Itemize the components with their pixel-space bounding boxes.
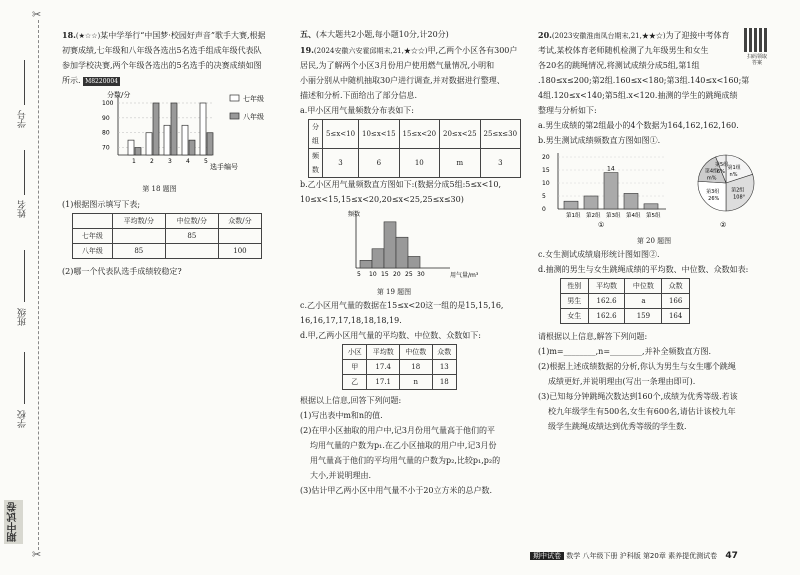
footer-grade: 八年级下册 <box>582 552 618 560</box>
table-cell: 七年级 <box>73 229 113 244</box>
table-cell: a <box>625 294 662 309</box>
table-cell: 159 <box>625 309 662 324</box>
q19-b-1: b.乙小区用气量频数直方图如下:(数据分成5组:5≤x<10, <box>300 180 501 189</box>
q20-s2b: 成绩更好,并说明理由(写出一条理由即可). <box>548 377 696 386</box>
q20-s1: (1)m=________,n=________,并补全频数直方图. <box>538 347 712 356</box>
q20-s3a: (3)已知每分钟跳绳次数达到160个,成绩为优秀等级.若该 <box>538 392 738 401</box>
q19-c-2: 16,16,17,17,18,18,18,19. <box>300 316 402 325</box>
bar <box>207 133 213 155</box>
q19-text-3: 小丽分别从中随机抽取30户进行调查,并对数据进行整理、 <box>300 76 505 85</box>
table-row <box>343 360 457 375</box>
x-tick-label: 第5组 <box>646 213 661 219</box>
x-tick-label: 2 <box>150 158 154 165</box>
q20-figures <box>538 149 770 229</box>
x-tick-label: 第1组 <box>566 213 581 219</box>
footer-badge: 期中试卷 <box>530 552 564 560</box>
table-row <box>343 375 457 390</box>
table-header: 性别 <box>561 279 589 294</box>
qr-note: 扫码领取 答案 <box>746 54 767 66</box>
bar <box>644 204 658 209</box>
q19-a: a.甲小区用气量频数分布表如下: <box>300 106 415 115</box>
pie-label: 第2组 <box>731 187 745 194</box>
q19-freq-table <box>308 119 521 178</box>
q20-ask: 请根据以上信息,解答下列问题: <box>538 332 648 341</box>
q19-s2b: 均用气量的户数为p₁.在乙小区抽取的用户中,记3月份 <box>310 441 497 450</box>
x-tick-label: 3 <box>168 158 172 165</box>
q19-b-2: 10≤x<15,15≤x<20,20≤x<25,25≤x≤30) <box>300 195 464 204</box>
table-row <box>73 244 262 259</box>
pie-value: m% <box>706 175 717 182</box>
legend-swatch-grade8 <box>230 113 239 119</box>
q19-s3: (3)估计甲乙两小区中用气量不小于20立方米的总户数. <box>300 486 493 495</box>
y-tick-label: 100 <box>102 100 114 107</box>
q19-s2d: 大小,并说明理由. <box>310 471 372 480</box>
table-header <box>73 214 113 229</box>
y-tick-label: 10 <box>542 180 550 187</box>
q20-caption: 第 20 题图 <box>636 237 672 245</box>
bar <box>564 201 578 209</box>
legend-grade8: 八年级 <box>243 113 264 121</box>
bar <box>164 125 170 155</box>
bar <box>128 140 134 155</box>
q20-text-5: 4组.120≤x<140;第5组.x<120.抽测的学生的跳绳成绩 <box>538 91 738 100</box>
x-tick-label: 25 <box>405 271 413 278</box>
table-cell: 3 <box>323 149 359 178</box>
bar <box>604 173 618 209</box>
exam-logo: 期中试卷 <box>4 500 23 544</box>
table-header: 众数 <box>432 345 456 360</box>
footer-edition: 沪科版 <box>619 552 641 560</box>
table-header: 平均数 <box>367 345 400 360</box>
table-cell: 85 <box>112 244 165 259</box>
table-header-row <box>343 345 457 360</box>
table-header-row <box>73 214 262 229</box>
student-id-label: 学号 <box>18 110 28 128</box>
q19-s2c: 用气量高于他们的平均用气量的户数为p₂,比较p₁,p₂的 <box>310 456 501 465</box>
q20-text-1: 为了迎接中考体育 <box>665 31 730 40</box>
name-line <box>24 150 25 195</box>
table-cell: n <box>399 375 432 390</box>
q19-text-1: 甲,乙两个小区各有300户 <box>427 46 518 55</box>
table-header-row <box>561 279 690 294</box>
pie-label: 第1组 <box>727 164 741 171</box>
q20-text-2: 考试,某校体育老师随机检测了九年级男生和女生 <box>538 46 709 55</box>
table-cell: 6 <box>359 149 400 178</box>
q18-caption: 第 18 题图 <box>142 185 177 193</box>
table-cell: 10 <box>399 149 440 178</box>
table-cell: 162.6 <box>588 294 625 309</box>
table-header: 众数 <box>662 279 690 294</box>
table-header: 平均数/分 <box>112 214 165 229</box>
name-label: 姓名 <box>18 200 28 218</box>
q19-d: d.甲,乙两小区用气量的平均数、中位数、众数如下: <box>300 331 481 340</box>
table-header: 20≤x<25 <box>440 120 481 149</box>
q19-xlabel: 用气量/m³ <box>450 272 479 279</box>
q18-text-3: 参加学校决赛,两个年级各选出的5名选手的决赛成绩如图 <box>62 61 262 70</box>
y-tick-label: 90 <box>102 114 110 122</box>
table-cell: 17.1 <box>367 375 400 390</box>
table-header: 10≤x<15 <box>359 120 400 149</box>
table-header: 25≤x≤30 <box>480 120 521 149</box>
table-header: 中位数/分 <box>165 214 218 229</box>
pie-label: 第4组 <box>704 168 719 175</box>
table-cell: m <box>440 149 481 178</box>
pie-label: 第3组 <box>706 189 720 196</box>
q18-number: 18. <box>62 30 76 40</box>
table-header: 众数/分 <box>218 214 261 229</box>
table-cell: 162.6 <box>588 309 625 324</box>
q20-text-3: 各20名的跳绳情况,将测试成绩分成5组,第1组 <box>538 61 700 70</box>
table-cell: 18 <box>432 375 456 390</box>
q19-histogram <box>300 208 528 282</box>
table-cell: 85 <box>165 229 218 244</box>
q18-xlabel: 选手编号 <box>210 163 238 171</box>
q18-bar-chart <box>62 89 287 177</box>
table-cell: 女生 <box>561 309 589 324</box>
x-tick-label: 第4组 <box>626 213 641 219</box>
table-cell <box>112 229 165 244</box>
bar <box>153 103 159 155</box>
table-cell: 3 <box>480 149 521 178</box>
q18-table <box>72 213 262 259</box>
q20-d: d.抽测的男生与女生跳绳成绩的平均数、中位数、众数如表: <box>538 265 749 274</box>
q18-sub-2: (2)哪一个代表队选手成绩较稳定? <box>62 267 182 276</box>
bar <box>182 125 188 155</box>
q20-text-4: .180≤x≤200;第2组.160≤x<180;第3组.140≤x<160;第 <box>538 76 750 85</box>
q18-sub-1: (1)根据图示填写下表; <box>62 200 141 209</box>
x-tick-label: 第3组 <box>606 213 621 219</box>
section-title: 五、 <box>300 30 316 39</box>
q20-s2a: (2)根据上述成绩数据的分析,你认为男生与女生哪个跳绳 <box>538 362 736 371</box>
x-tick-label: 15 <box>381 271 389 278</box>
y-tick-label: 5 <box>542 193 546 200</box>
pie-value: 6% <box>716 169 725 176</box>
table-cell: 164 <box>662 309 690 324</box>
x-tick-label: 10 <box>369 271 377 278</box>
histogram-bar <box>384 222 396 268</box>
q18-stars: (★☆☆) <box>75 32 101 40</box>
y-tick-label: 0 <box>542 206 546 213</box>
x-tick-label: 5 <box>357 271 361 278</box>
table-cell: 频数 <box>309 149 323 178</box>
q20-s3b: 校九年级学生有500名,女生有600名,请估计该校九年 <box>548 407 736 416</box>
x-tick-label: 1 <box>132 158 136 165</box>
q20-fig1-label: ① <box>598 221 605 229</box>
table-header: 中位数 <box>625 279 662 294</box>
table-header: 中位数 <box>399 345 432 360</box>
q20-stat-table <box>560 278 690 324</box>
q20-b: b.男生测试成绩频数直方图如图①. <box>538 136 661 145</box>
histogram-bar <box>408 256 420 268</box>
footer-test: 素养提优测试卷 <box>668 552 718 560</box>
table-cell: 18 <box>399 360 432 375</box>
pie-label: 第5组 <box>714 162 729 169</box>
pie-value: 26% <box>708 196 720 203</box>
q19-c-1: c.乙小区用气量的数据在15≤x<20这一组的是15,15,16, <box>300 301 504 310</box>
bar <box>189 140 195 155</box>
cut-line <box>38 20 39 550</box>
data-label: 14 <box>607 165 615 173</box>
histogram-bar <box>372 249 384 268</box>
q19-ylabel: 频数 <box>348 211 361 218</box>
bar <box>171 103 177 155</box>
question-20 <box>538 28 770 435</box>
table-cell: 乙 <box>343 375 367 390</box>
q19-s2a: (2)在甲小区抽取的用户中,记3月份用气量高于他们的平 <box>300 426 495 435</box>
q20-number: 20. <box>538 30 552 40</box>
table-row <box>73 229 262 244</box>
x-tick-label: 30 <box>417 271 425 278</box>
table-cell <box>218 229 261 244</box>
y-tick-label: 80 <box>102 129 110 137</box>
table-header-row <box>309 120 521 149</box>
table-cell <box>165 244 218 259</box>
table-header: 15≤x<20 <box>399 120 440 149</box>
table-row <box>561 309 690 324</box>
page-footer <box>530 551 738 561</box>
student-id-line <box>24 60 25 105</box>
q18-text-2: 初赛成绩,七年级和八年级各选出5名选手组成年级代表队 <box>62 46 262 55</box>
table-cell: 166 <box>662 294 690 309</box>
q19-s1: (1)写出表中m和n的值. <box>300 411 383 420</box>
table-cell: 13 <box>432 360 456 375</box>
q19-text-2: 居民,为了解两个小区3月份用户使用燃气量情况,小明和 <box>300 61 495 70</box>
class-line <box>24 250 25 302</box>
q18-tag: M8220004 <box>85 78 118 85</box>
q18-text-1: 某中学举行“中国梦·校园好声音”歌手大赛,根据 <box>100 31 266 40</box>
table-row <box>309 149 521 178</box>
table-cell: 100 <box>218 244 261 259</box>
footer-chapter: 第20章 <box>642 552 666 560</box>
histogram-bar <box>396 237 408 268</box>
q19-source: (2024安徽六安霍邱期末,21,★☆☆) <box>313 47 428 55</box>
table-cell: 男生 <box>561 294 589 309</box>
y-tick-label: 20 <box>542 154 550 161</box>
x-tick-label: 5 <box>204 158 208 165</box>
q19-stat-table <box>342 344 457 390</box>
legend-grade7: 七年级 <box>243 95 264 103</box>
q20-source: (2023安徽淮南凤台期末,21,★★☆) <box>551 32 666 40</box>
q20-text-6: 整理与分析如下: <box>538 106 597 115</box>
table-cell: 17.4 <box>367 360 400 375</box>
q19-number: 19. <box>300 45 314 55</box>
table-header: 5≤x<10 <box>323 120 359 149</box>
y-tick-label: 15 <box>542 167 550 174</box>
question-18 <box>62 28 287 280</box>
question-19 <box>300 28 528 499</box>
legend-swatch-grade7 <box>230 95 239 101</box>
table-cell: 甲 <box>343 360 367 375</box>
x-tick-label: 4 <box>186 158 190 165</box>
table-row <box>561 294 690 309</box>
binding-margin <box>0 0 58 575</box>
x-tick-label: 20 <box>393 271 401 278</box>
qr-code-icon[interactable] <box>744 28 768 52</box>
x-tick-label: 第2组 <box>586 213 601 219</box>
q19-caption: 第 19 题图 <box>376 288 412 296</box>
pie-value: 108° <box>733 194 746 201</box>
scissors-icon: ✂ <box>32 8 42 21</box>
bar <box>624 193 638 209</box>
table-header: 分组 <box>309 120 323 149</box>
school-label: 学校 <box>18 410 28 428</box>
q20-fig2-label: ② <box>720 221 727 229</box>
class-label: 班级 <box>18 308 28 326</box>
bar <box>584 196 598 209</box>
y-tick-label: 70 <box>102 144 110 152</box>
page-number: 47 <box>725 551 738 561</box>
q20-a: a.男生成绩的第2组最小的4个数据为164,162,162,160. <box>538 121 739 130</box>
q20-c: c.女生测试成绩扇形统计图如图②. <box>538 250 660 259</box>
q18-ylabel: 分数/分 <box>107 91 131 99</box>
q18-text-4: 所示. <box>62 76 81 85</box>
q19-ask: 根据以上信息,回答下列问题: <box>300 396 402 405</box>
bar <box>200 103 206 155</box>
bar <box>146 133 152 155</box>
q20-s3c: 级学生跳绳成绩达到优秀等级的学生数. <box>548 422 687 431</box>
scissors-icon: ✂ <box>32 548 42 561</box>
table-header: 小区 <box>343 345 367 360</box>
table-header: 平均数 <box>588 279 625 294</box>
footer-subject: 数学 <box>566 552 581 560</box>
table-cell: 八年级 <box>73 244 113 259</box>
section-desc: (本大题共2小题,每小题10分,计20分) <box>316 30 449 39</box>
bar <box>135 148 141 155</box>
q19-text-4: 描述和分析.下面给出了部分信息. <box>300 91 418 100</box>
pie-value: n% <box>729 171 738 178</box>
school-line <box>24 352 25 404</box>
histogram-bar <box>360 260 372 268</box>
